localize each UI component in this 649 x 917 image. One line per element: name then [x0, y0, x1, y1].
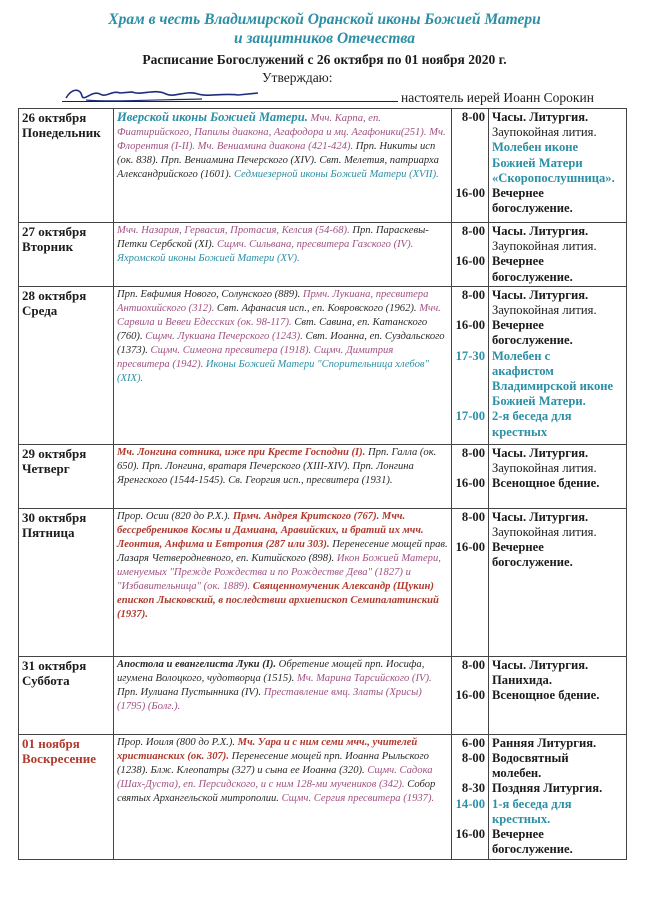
- commemoration-text: Икон Божией Матери, именуемых "Прежде Рождества и по Рождестве Дева" (1827) и "Избавительница" (ок. 1889).: [117, 552, 441, 592]
- service-name: Вечернее: [492, 186, 544, 201]
- day-cell: [19, 508, 114, 656]
- commemoration-text: Мч. Марина Тарсийского (IV).: [294, 672, 432, 684]
- schedule-table: [18, 108, 627, 860]
- service-name: Всенощное бдение.: [492, 688, 600, 703]
- service-time: 16-00: [455, 688, 485, 703]
- weekday-label: Воскресение: [22, 750, 97, 766]
- commemoration-text: Преставление вмц. Златы (Хрисы) (1795) (Болг.).: [117, 686, 422, 712]
- services-cell: [489, 286, 627, 444]
- commemoration-text: Перенесение мощей прп. Иоанна Рыльского (1238). Блж. Клеопатры (327) и сына ее Иоанна (320).: [117, 750, 429, 776]
- service-name: акафистом: [492, 363, 554, 378]
- schedule-row: [19, 508, 627, 656]
- service-name: Панихида.: [492, 673, 552, 688]
- commemoration-text: Мч. Лонгина сотника, иже при Кресте Господни (I).: [117, 446, 366, 458]
- service-time: [455, 394, 485, 409]
- date-label: 30 октября: [22, 509, 87, 525]
- schedule-row: [19, 223, 627, 287]
- service-time: 8-00: [461, 751, 485, 766]
- service-name: 1-я беседа для: [492, 796, 572, 811]
- service-name: Заупокойная лития.: [492, 525, 597, 540]
- service-time: [455, 125, 485, 140]
- commemoration-text: Прор. Осии (820 до Р.Х.).: [117, 510, 231, 522]
- service-time: 16-00: [455, 318, 485, 333]
- church-title-line2: и защитников Отечества: [234, 30, 415, 47]
- service-time: 16-00: [455, 186, 485, 201]
- service-time: 8-00: [461, 287, 485, 302]
- service-time: [455, 270, 485, 285]
- service-name: Божией Матери: [492, 155, 583, 170]
- service-name: Поздняя Литургия.: [492, 781, 603, 796]
- service-time: 16-00: [455, 540, 485, 555]
- commemoration-text: Сщмч. Садока (Шах-Дуста), еп. Персидского, и с ним 128-ми мучеников (342).: [117, 764, 433, 790]
- commemoration-text: Свт. Иоанна, еп. Суздальского (1373).: [117, 330, 445, 356]
- service-time: 8-00: [461, 445, 485, 460]
- commemorations-cell: [114, 286, 452, 444]
- service-time: 14-00: [455, 796, 485, 811]
- service-name: Молебен иконе: [492, 140, 579, 155]
- services-cell: [489, 444, 627, 508]
- service-name: молебен.: [492, 766, 542, 781]
- times-cell: [452, 444, 489, 508]
- commemoration-text: Седмиезерной иконы Божией Матери (XVII).: [231, 169, 439, 180]
- commemoration-text: Прор. Иоиля (800 до Р.Х.).: [117, 736, 235, 748]
- service-time: [455, 461, 485, 476]
- approve-label: Утверждаю:: [262, 70, 333, 85]
- commemorations-cell: [114, 109, 452, 223]
- service-name: богослужение.: [492, 201, 573, 216]
- service-name: Вечернее: [492, 827, 544, 842]
- service-time: [455, 673, 485, 688]
- date-label: 01 ноября: [22, 735, 80, 751]
- service-name: Молебен с: [492, 348, 551, 363]
- day-cell: [19, 444, 114, 508]
- commemoration-text: Сщмч. Симеона пресвитера (1918). Сщмч. Димитрия пресвитера (1942).: [117, 344, 394, 370]
- service-time: [455, 333, 485, 348]
- service-time: [455, 171, 485, 186]
- service-time: [455, 842, 485, 857]
- commemorations-cell: [114, 444, 452, 508]
- weekday-label: Суббота: [22, 672, 70, 688]
- services-cell: [489, 734, 627, 859]
- day-cell: [19, 286, 114, 444]
- signature-line: [62, 101, 398, 102]
- service-name: богослужение.: [492, 333, 573, 348]
- schedule-row: [19, 109, 627, 223]
- signature-icon: [62, 84, 262, 106]
- times-cell: [452, 734, 489, 859]
- service-name: богослужение.: [492, 842, 573, 857]
- service-name: Заупокойная лития.: [492, 303, 597, 318]
- schedule-row: [19, 286, 627, 444]
- service-time: 16-00: [455, 827, 485, 842]
- day-cell: [19, 656, 114, 734]
- date-label: 26 октября: [22, 110, 87, 125]
- commemoration-text: Прп. Никиты исп (ок. 838). Прп. Вениамина Печерского (XIV). Свт. Мелетия, патриарха Александрийского (1601).: [117, 141, 439, 180]
- service-time: 16-00: [455, 476, 485, 491]
- times-cell: [452, 109, 489, 223]
- date-label: 27 октября: [22, 224, 87, 239]
- service-time: 8-00: [461, 224, 485, 238]
- commemoration-text: Сщмч. Сергия пресвитера (1937).: [278, 792, 435, 804]
- service-time: [455, 525, 485, 540]
- service-time: [455, 379, 485, 394]
- service-name: Всенощное бдение.: [492, 476, 600, 491]
- date-label: 29 октября: [22, 445, 87, 461]
- service-time: [455, 239, 485, 254]
- service-time: [455, 140, 485, 155]
- service-name: Заупокойная лития.: [492, 239, 597, 254]
- commemoration-text: Прп. Параскевы-Петки Сербской (XI).: [117, 225, 429, 250]
- service-time: [455, 364, 485, 379]
- service-time: 16-00: [455, 254, 485, 269]
- times-cell: [452, 508, 489, 656]
- commemoration-text: Прмч. Лукиана, пресвитера Антиохийского (312).: [117, 288, 429, 314]
- service-time: 8-00: [461, 657, 485, 672]
- services-cell: [489, 508, 627, 656]
- times-cell: [452, 223, 489, 287]
- service-time: 8-30: [461, 781, 485, 796]
- service-name: богослужение.: [492, 269, 573, 284]
- services-cell: [489, 656, 627, 734]
- service-name: Часы. Литургия.: [492, 287, 589, 302]
- service-name: крестных: [492, 424, 548, 439]
- service-name: Вечернее: [492, 540, 544, 555]
- service-name: крестных.: [492, 811, 551, 826]
- rector-name: настоятель иерей Иоанн Сорокин: [401, 90, 594, 105]
- commemoration-text: Сщмч. Сильвана, пресвитера Газского (IV).: [214, 239, 414, 250]
- service-name: Часы. Литургия.: [492, 657, 589, 672]
- commemoration-text: Свт. Савина, еп. Катанского (760).: [117, 316, 428, 342]
- commemoration-text: Прп. Галла (ок. 650). Прп. Лонгина, вратаря Печерского (XIII-XIV). Прп. Лонгина Яренгского (1544-1545). Св. Георгия исп., пресвитера (1931).: [117, 446, 437, 486]
- service-time: [455, 766, 485, 781]
- commemoration-text: Апостола и евангелиста Луки (I).: [117, 658, 277, 670]
- commemoration-text: Яхромской иконы Божией Матери (XV).: [117, 253, 300, 264]
- commemoration-text: Перенесение мощей прав. Лазаря Четверодневного, еп. Китийского (898).: [117, 538, 448, 564]
- service-name: Часы. Литургия.: [492, 509, 589, 524]
- service-name: Заупокойная лития.: [492, 125, 597, 140]
- commemoration-text: Прп. Евфимия Нового, Солунского (889).: [117, 288, 301, 300]
- service-time: [455, 156, 485, 171]
- service-time: [455, 303, 485, 318]
- day-cell: [19, 734, 114, 859]
- date-label: 28 октября: [22, 287, 87, 303]
- schedule-heading: Расписание Богослужений с 26 октября по 01 ноября 2020 г.: [142, 52, 507, 67]
- times-cell: [452, 656, 489, 734]
- service-name: 2-я беседа для: [492, 409, 572, 424]
- commemoration-text: Прмч. Андрея Критского (767). Мчч. бессребреников Космы и Дамиана, Аравийских, и братий их мчч. Леонтия, Анфима и Евтропия (287 или 303).: [117, 510, 424, 550]
- commemoration-text: Обретение мощей прп. Иосифа, игумена Волоцкого, чудотворца (1515).: [117, 658, 425, 684]
- schedule-row: [19, 656, 627, 734]
- times-cell: [452, 286, 489, 444]
- commemoration-text: Мчч. Назария, Гервасия, Протасия, Келсия (54-68).: [117, 225, 350, 236]
- commemoration-text: Свт. Афанасия исп., еп. Ковровского (1962).: [214, 302, 417, 314]
- church-title: Храм в честь Владимирской Оранской иконы Божией Матери: [108, 11, 541, 28]
- commemoration-text: Священномученик Александр (Щукин) епископ Лысковский, в последствии архиепископ Семипалатинский (1937).: [117, 580, 439, 620]
- weekday-label: Четверг: [22, 460, 70, 476]
- service-time: 17-00: [455, 409, 485, 424]
- commemoration-text: Прп. Иулиана Пустынника (IV).: [117, 686, 262, 698]
- service-name: Ранняя Литургия.: [492, 735, 597, 750]
- service-name: Божией Матери.: [492, 394, 586, 409]
- commemoration-text: Сщмч. Лукиана Печерского (1243).: [142, 330, 303, 342]
- commemorations-cell: [114, 223, 452, 287]
- service-time: [455, 812, 485, 827]
- service-name: «Скоропослушница».: [492, 170, 615, 185]
- schedule-row: [19, 734, 627, 859]
- commemorations-cell: [114, 734, 452, 859]
- weekday-label: Понедельник: [22, 125, 101, 140]
- commemorations-cell: [114, 656, 452, 734]
- schedule-row: [19, 444, 627, 508]
- commemoration-text: Мч. Уара и с ним семи мчч., учителей христианских (ок. 307).: [117, 736, 418, 762]
- service-time: 6-00: [461, 735, 485, 750]
- day-cell: [19, 223, 114, 287]
- commemorations-cell: [114, 508, 452, 656]
- weekday-label: Пятница: [22, 524, 75, 540]
- commemoration-text: Собор святых Архангельской митрополии.: [117, 778, 436, 804]
- service-name: Часы. Литургия.: [492, 224, 589, 238]
- service-name: Часы. Литургия.: [492, 110, 589, 124]
- service-time: [455, 555, 485, 570]
- commemoration-text: Иверской иконы Божией Матери.: [117, 110, 308, 124]
- services-cell: [489, 223, 627, 287]
- commemoration-text: Иконы Божией Матери "Спорительница хлебов" (XIX).: [117, 358, 429, 384]
- weekday-label: Вторник: [22, 239, 74, 254]
- service-time: 8-00: [461, 110, 485, 124]
- service-name: богослужение.: [492, 555, 573, 570]
- service-name: Вечернее: [492, 318, 544, 333]
- service-name: Заупокойная лития.: [492, 461, 597, 476]
- service-time: 17-30: [455, 348, 485, 363]
- service-name: Владимирской иконе: [492, 379, 614, 394]
- day-cell: [19, 109, 114, 223]
- service-name: Вечернее: [492, 254, 544, 269]
- service-time: 8-00: [461, 509, 485, 524]
- weekday-label: Среда: [22, 302, 58, 318]
- service-name: Водосвятный: [492, 751, 569, 766]
- service-time: [455, 201, 485, 216]
- date-label: 31 октября: [22, 657, 87, 673]
- commemoration-text: Мчч. Карпа, еп. Фиатирийского, Папилы диакона, Агафодора и мц. Агафоники(251). Мч. Флорентия (I-II). Мч. Вениамина диакона (421-424).: [117, 113, 446, 152]
- commemoration-text: Мчч. Сарвила и Вевеи Едесских (ок. 98-117).: [117, 302, 441, 328]
- service-name: Часы. Литургия.: [492, 445, 589, 460]
- services-cell: [489, 109, 627, 223]
